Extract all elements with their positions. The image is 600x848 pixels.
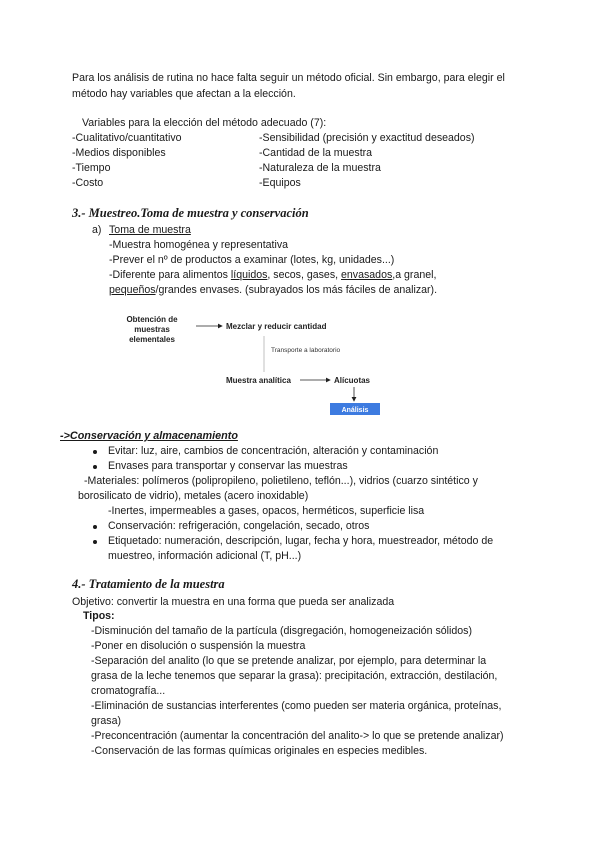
materials-line-1: -Materiales: polímeros (polipropileno, polietileno, teflón...), vidrios (cuarzo sintético y [84,475,478,487]
variable-left-3: -Tiempo [72,162,111,174]
section-4-objective: Objetivo: convertir la muestra en una forma que pueda ser analizada [72,596,395,608]
diagram-box1-line3: elementales [129,335,175,344]
variable-right-2: -Cantidad de la muestra [259,147,373,159]
materials-line-2: borosilicato de vidrio), metales (acero inoxidable) [78,490,309,502]
conservation-heading: ->Conservación y almacenamiento [60,430,238,442]
sampling-line-1: -Muestra homogénea y representativa [109,239,289,251]
diagram-box3: Muestra analítica [226,376,291,385]
treatment-line-6: -Eliminación de sustancias interferentes (como pueden ser materia orgánica, proteínas, [91,700,502,712]
underlined-liquidos: líquidos [230,269,268,281]
sampling-line-2: -Prever el nº de productos a examinar (lotes, kg, unidades...) [109,254,395,266]
section-4-types-label: Tipos: [83,610,115,622]
variables-title: Variables para la elección del método adecuado (7): [82,117,327,129]
treatment-line-8: -Preconcentración (aumentar la concentración del analito-> lo que se pretende analizar) [91,730,504,742]
diagram-box2: Mezclar y reducir cantidad [226,322,327,331]
variable-right-3: -Naturaleza de la muestra [259,162,381,174]
section-4-heading: 4.- Tratamiento de la muestra [72,577,225,591]
sampling-line-3: -Diferente para alimentos líquidos, secos, gases, envasados,a granel, [109,269,437,281]
inert-line: -Inertes, impermeables a gases, opacos, herméticos, superficie lisa [108,505,425,517]
sampling-line-4: pequeños/grandes envases. (subrayados los más fáciles de analizar). [109,284,438,296]
conservation-bullet-4-line-2: muestreo, información adicional (T, pH...) [108,550,302,562]
variable-left-1: -Cualitativo/cuantitativo [72,132,182,144]
variable-left-2: -Medios disponibles [72,147,166,159]
item-a-title: Toma de muestra [109,224,191,236]
bullet-icon [93,525,97,529]
diagram-box1-line1: Obtención de [126,315,178,324]
treatment-line-4: grasa de la leche tenemos que separar la grasa): precipitación, extracción, destilación, [91,670,498,682]
treatment-line-2: -Poner en disolución o suspensión la muestra [91,640,306,652]
bullet-icon [93,465,97,469]
conservation-bullet-3: Conservación: refrigeración, congelación, secado, otros [108,520,370,532]
bullet-icon [93,540,97,544]
variable-right-1: -Sensibilidad (precisión y exactitud deseados) [259,132,475,144]
diagram-transport-label: Transporte a laboratorio [271,347,341,354]
treatment-line-5: cromatografía... [91,685,166,697]
treatment-line-7: grasa) [91,715,122,727]
section-3-heading: 3.- Muestreo.Toma de muestra y conservación [72,206,309,220]
conservation-bullet-2: Envases para transportar y conservar las muestras [108,460,348,472]
variable-left-4: -Costo [72,177,104,189]
bullet-icon [93,450,97,454]
underlined-envasados: envasados [341,269,393,281]
diagram-box1-line2: muestras [134,325,170,334]
underlined-pequenos: pequeños [109,284,156,296]
treatment-line-1: -Disminución del tamaño de la partícula (disgregación, homogeneización sólidos) [91,625,472,637]
intro-line-2: método hay variables que afectan a la elección. [72,88,296,100]
diagram-box5-label: Análisis [341,407,369,414]
item-a-marker: a) [92,224,102,236]
variable-right-4: -Equipos [259,177,301,189]
treatment-line-9: -Conservación de las formas químicas originales en especies medibles. [91,745,428,757]
conservation-bullet-4-line-1: Etiquetado: numeración, descripción, lugar, fecha y hora, muestreador, método de [108,535,494,547]
intro-line-1: Para los análisis de rutina no hace falta seguir un método oficial. Sin embargo, para elegir el [72,72,505,84]
treatment-line-3: -Separación del analito (lo que se pretende analizar, por ejemplo, para determinar la [91,655,487,667]
diagram-box4: Alícuotas [334,376,371,385]
conservation-bullet-1: Evitar: luz, aire, cambios de concentración, alteración y contaminación [108,445,439,457]
